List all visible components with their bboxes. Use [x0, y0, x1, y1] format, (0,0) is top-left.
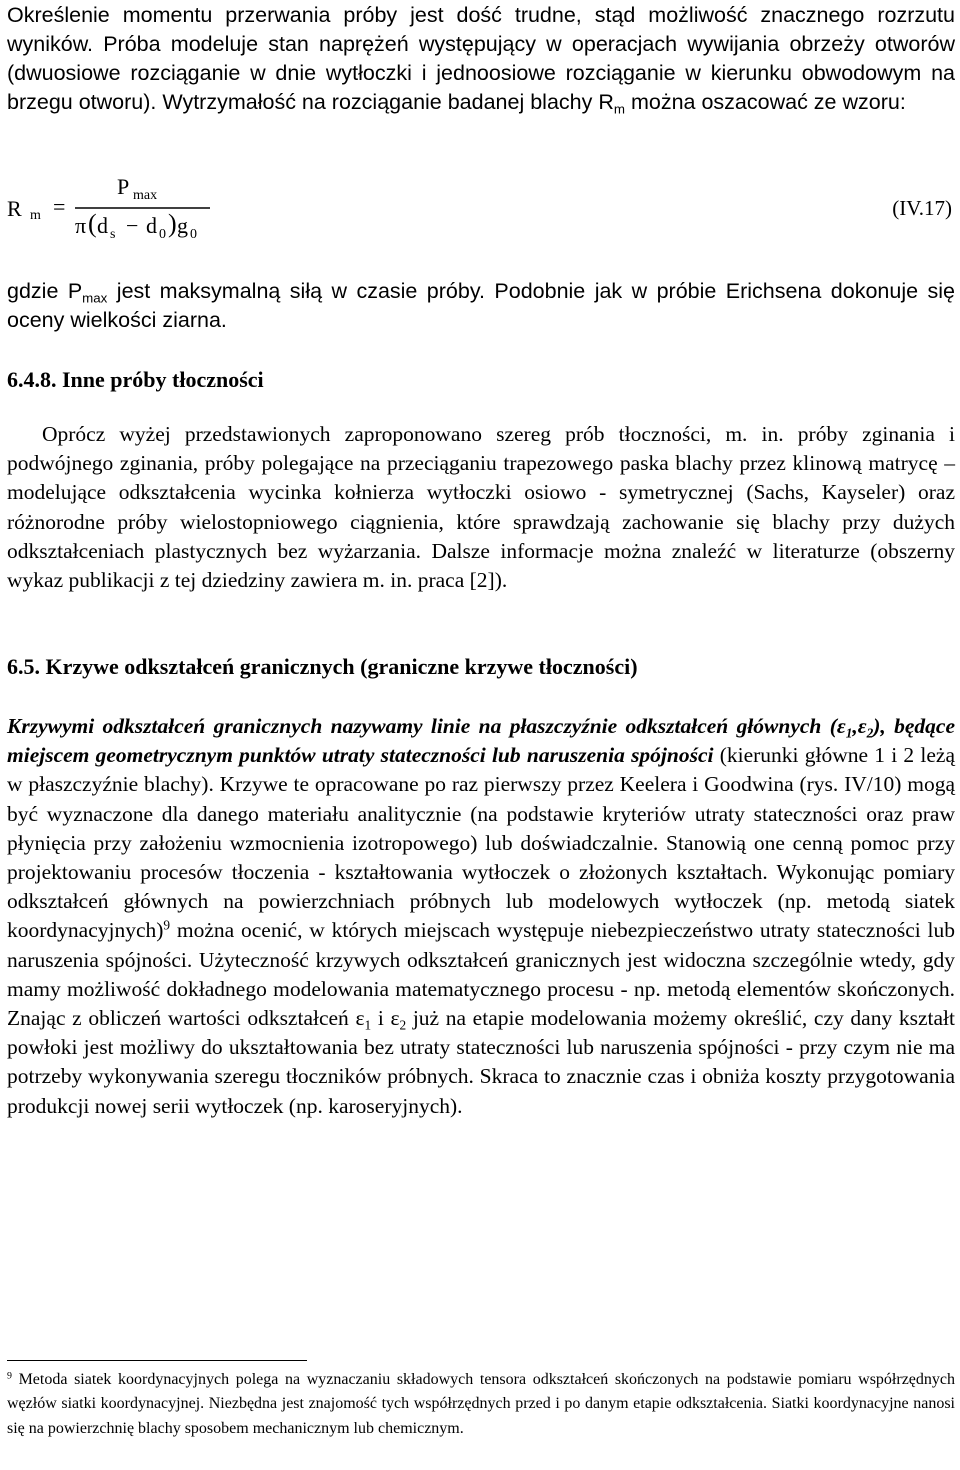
paragraph-where: gdzie $P_{max}$ jest maksymalną siłą w czasie próby. Podobnie jak w próbie Erichsena dokonuje się oceny wielkości ziarna. — [7, 279, 955, 332]
formula-minus: − — [126, 213, 139, 238]
formula-pi: π — [75, 213, 87, 238]
formula-ds-sub: s — [110, 227, 116, 242]
paragraph-other-tests: Oprócz wyżej przedstawionych zaproponowano szereg prób tłoczności, m. in. próby zginania i podwójnego zginania, próby polegające na przeciąganiu trapezowego paska blachy przez klinową matrycę – modelujące odkształcenia wycinka kołnierza wytłoczki osiowo - symetrycznej (Sachs, Kayseler) oraz różnorodne próby wielostopniowego ciągnienia, które sprawdzają zachowanie się blachy przy dużych odkształceniach plastycznych bez wyżarzania. Dalsze informacje można znaleźć w literaturze (obszerny wykaz publikacji z tej dziedziny zawiera m. in. praca [2]). — [7, 422, 955, 593]
formula-g0: g — [177, 213, 188, 238]
formula-equals: = — [53, 194, 66, 219]
footnote-9: $^9$ Metoda siatek koordynacyjnych polega na wyznaczaniu składowych tensora odkształceń skończonych na podstawie pomiaru współrzędnych węzłów siatki koordynacyjnej. Niezbędna jest znajomość tych współrzędnych przed i po danym etapie odkształcenia. Siatki koordynacyjne nanosi się na powierzchnię blachy sposobem mechanicznym lub chemicznym. — [7, 1370, 955, 1437]
footnote-ref: 9 — [163, 918, 171, 934]
formula-ds: d — [97, 213, 108, 238]
formula-d0: d — [146, 213, 157, 238]
paragraph-intro: Określenie momentu przerwania próby jest dość trudne, stąd możliwość znacznego rozrzutu wyników. Próba modeluje stan naprężeń występujący w operacjach wywijania obrzeży otworów (dwuosiowe rozciąganie w dnie wytłoczki i jednoosiowe rozciąganie w kierunku obwodowym na brzegu otworu). Wytrzymałość na rozciąganie badanej blachy $R_m$ można oszacować ze wzoru: — [7, 3, 955, 117]
paragraph-flc: Krzywymi odkształceń granicznych nazywamy linie na płaszczyźnie odkształceń głównych $(\varepsilon_1,\varepsilon_2)$, będące miejscem geometrycznym punktów utraty stateczności lub naruszenia spójności (kierunki główne 1 i 2 leżą w płaszczyźnie blachy). Krzywe te opracowane po raz pierwszy przez Keelera i Goodwina (rys. IV/10) mogą być wyznaczone dla danego materiału analitycznie (na podstawie kryteriów utraty stateczności oraz praw płynięcia przy założeniu wzmocnienia izotropowego) lub doświadczalnie. Stanowią one cenną pomoc przy projektowaniu procesów tłoczenia - kształtowania wytłoczek o złożonych kształtach. Wykonując pomiary odkształceń głównych na powierzchniach próbnych lub modelowych wytłoczek (np. metodą siatek koordynacyjnych)$^9$ można ocenić, w których miejscach występuje niebezpieczeństwo utraty stateczności lub naruszenia spójności. Użyteczność krzywych odkształceń granicznych jest widoczna szczególnie wtedy, gdy mamy możliwość dokładnego modelowania matematycznego procesu - np. metodą elementów skończonych. Znając z obliczeń wartości odkształceń $\varepsilon_1$ i $\varepsilon_2$ już na etapie modelowania możemy określić, czy dany kształt powłoki jest możliwy do ukształtowania bez utraty stateczności lub naruszenia spójności - przy czym nie ma potrzeby wykonywania szeregu tłoczników próbnych. Skraca to znacznie czas i obniża koszty przygotowania produkcji nowej serii wytłoczek (np. karoseryjnych). — [7, 714, 955, 1118]
formula-d0-sub: 0 — [159, 227, 166, 242]
formula-lparen: ( — [88, 209, 97, 238]
section-heading-6-4-8: 6.4.8. Inne próby tłoczności — [7, 367, 264, 392]
section-heading-6-5: 6.5. Krzywe odkształceń granicznych (graniczne krzywe tłoczności) — [7, 654, 638, 679]
equation-number: (IV.17) — [892, 196, 952, 220]
formula-rparen: ) — [168, 209, 177, 238]
footnote-separator — [7, 1360, 307, 1361]
footnote-mark: 9 — [7, 1370, 12, 1382]
formula-numerator: P — [117, 174, 130, 199]
formula-g0-sub: 0 — [190, 227, 197, 242]
formula-lhs-sub: m — [30, 208, 41, 223]
formula-iv17: R m = P max π ( d s − d 0 ) g 0 (IV.17) — [7, 174, 952, 242]
formula-numerator-sub: max — [133, 188, 158, 203]
